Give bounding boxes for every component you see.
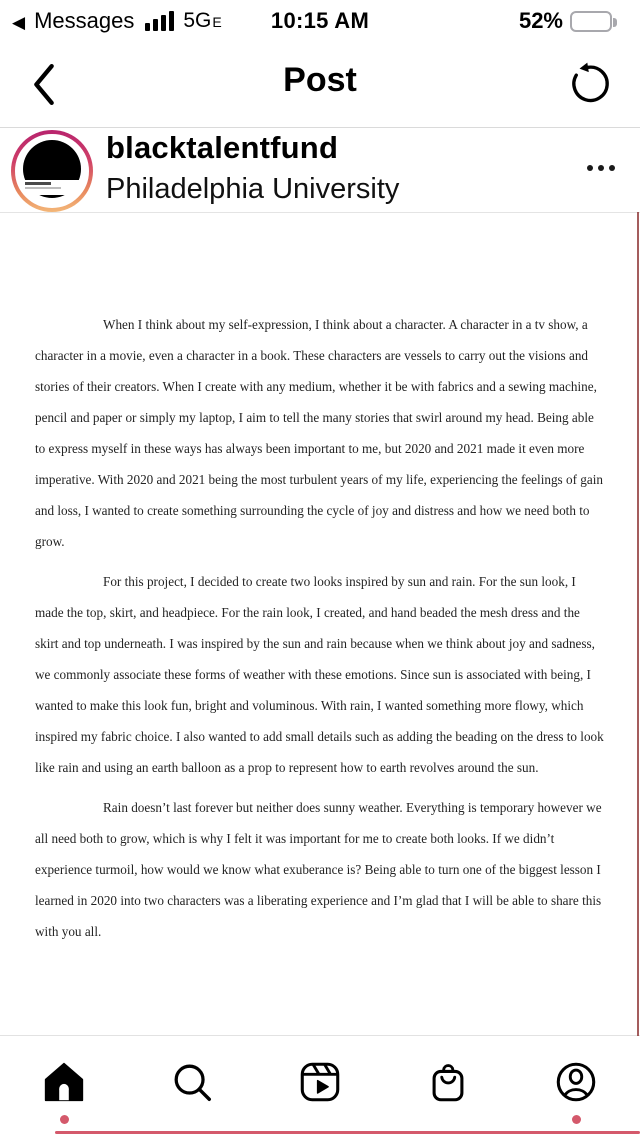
tab-search[interactable] bbox=[128, 1054, 256, 1134]
avatar bbox=[15, 134, 89, 208]
username[interactable]: blacktalentfund bbox=[106, 130, 339, 165]
tab-home[interactable] bbox=[0, 1054, 128, 1134]
essay-paragraph: For this project, I decided to create two looks inspired by sun and rain. For the sun look, I made the top, skirt, and headpiece. For the rain look, I created, and hand beaded the mesh dress and the skirt and top underneath. I was inspired by the sun and rain because when we think about joy and sadness, we commonly associate these forms of weather with these emotions. Since sun is associated with being, I wanted to make this look fun, bright and voluminous. With rain, I wanted something more flowy, which inspired my fabric choice. I also wanted to add small details such as adding the beading on the dress to look like rain and using an earth balloon as a prop to represent how to earth revolves around the sun. bbox=[35, 574, 604, 775]
tab-reels[interactable] bbox=[256, 1054, 384, 1134]
tab-shop[interactable] bbox=[384, 1054, 512, 1134]
post-image-essay[interactable] bbox=[0, 212, 640, 1036]
reels-icon bbox=[297, 1059, 343, 1105]
page-title: Post bbox=[283, 61, 357, 99]
document-edge-line bbox=[637, 212, 639, 1036]
essay-paragraph: Rain doesn’t last forever but neither does sunny weather. Everything is temporary however we all need both to grow, which is why I felt it was important for me to create both looks. If we didn’t experience turmoil, how would we know what exuberance is? Being able to turn one of the biggest lesson I learned in 2020 into two characters was a liberating experience and I’m glad that I will be able to share this with you all. bbox=[35, 800, 602, 939]
avatar-story-ring[interactable] bbox=[11, 130, 93, 212]
battery-percent: 52% bbox=[518, 8, 563, 33]
refresh-counterclockwise-icon[interactable] bbox=[566, 59, 615, 108]
battery-icon bbox=[570, 11, 612, 32]
search-icon bbox=[169, 1059, 215, 1105]
location-label[interactable]: Philadelphia University bbox=[106, 172, 400, 205]
cellular-signal-icon bbox=[145, 11, 174, 31]
tab-bar bbox=[0, 1054, 640, 1134]
notification-dot bbox=[572, 1115, 581, 1124]
shop-bag-icon bbox=[425, 1059, 471, 1105]
bottom-red-line bbox=[55, 1131, 640, 1134]
post-header bbox=[0, 128, 640, 212]
status-bar bbox=[0, 0, 640, 44]
more-options-icon[interactable] bbox=[587, 165, 615, 171]
home-icon bbox=[41, 1059, 87, 1105]
back-to-app-icon[interactable]: ◀ bbox=[12, 12, 26, 32]
clock: 10:15 AM bbox=[270, 8, 370, 33]
tab-profile[interactable] bbox=[512, 1054, 640, 1134]
carrier-label: 5GE bbox=[183, 9, 222, 32]
notification-dot bbox=[60, 1115, 69, 1124]
nav-bar bbox=[0, 44, 640, 127]
essay-paragraph: When I think about my self-expression, I think about a character. A character in a tv show, a character in a movie, even a character in a book. These characters are vessels to carry out the visions and stories of their creators. When I create with any medium, whether it be with fabrics and a sewing machine, pencil and paper or simply my laptop, I aim to tell the many stories that swirl around my head. Being able to express myself in these ways has always been important to me, but 2020 and 2021 made it even more imperative. With 2020 and 2021 being the most turbulent years of my life, experiencing the feelings of gain and loss, I wanted to create something surrounding the cycle of joy and distress and how we need both to grow. bbox=[35, 317, 603, 549]
profile-icon bbox=[553, 1059, 599, 1105]
back-to-app-label[interactable]: Messages bbox=[34, 8, 135, 33]
